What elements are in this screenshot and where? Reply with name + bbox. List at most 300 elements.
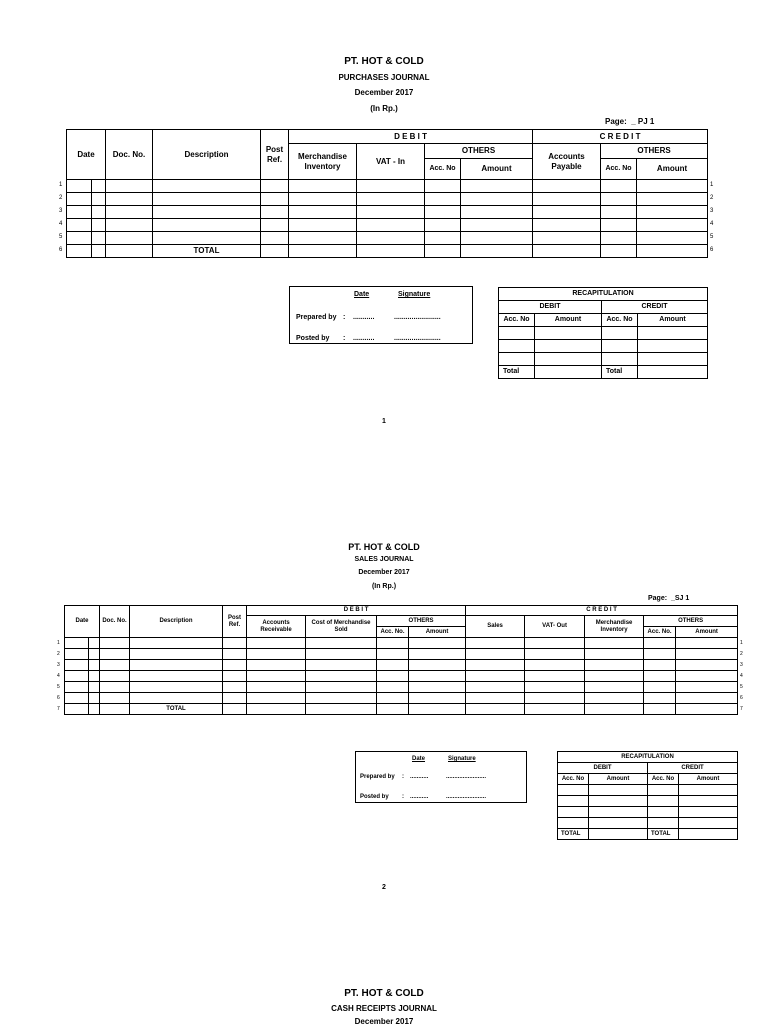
table-cell bbox=[601, 232, 637, 245]
table-cell bbox=[533, 206, 601, 219]
table-cell bbox=[67, 180, 92, 193]
table-cell bbox=[409, 649, 466, 660]
table-cell bbox=[676, 638, 738, 649]
table-cell bbox=[153, 193, 261, 206]
recap-cell bbox=[679, 818, 738, 829]
recapitulation-table bbox=[498, 287, 708, 379]
signoff-box bbox=[355, 751, 527, 803]
table-row bbox=[65, 693, 738, 704]
table-cell bbox=[637, 219, 708, 232]
table-cell bbox=[100, 638, 130, 649]
table-cell bbox=[67, 232, 92, 245]
table-cell bbox=[676, 704, 738, 715]
table-cell bbox=[425, 245, 461, 258]
col-cost-of-merchandise-sold: Cost of Merchandise Sold bbox=[306, 616, 377, 638]
credit-others-header: OTHERS bbox=[601, 144, 708, 159]
table-cell bbox=[466, 693, 525, 704]
table-cell bbox=[247, 682, 306, 693]
table-cell bbox=[92, 193, 106, 206]
table-cell bbox=[289, 180, 357, 193]
table-cell bbox=[306, 660, 377, 671]
col-vat-in: VAT - In bbox=[357, 144, 425, 180]
table-cell bbox=[92, 232, 106, 245]
table-row bbox=[65, 638, 738, 649]
table-cell bbox=[644, 649, 676, 660]
recap-credit-amount: Amount bbox=[679, 774, 738, 785]
table-cell bbox=[223, 682, 247, 693]
recap-credit-header: CREDIT bbox=[602, 301, 708, 314]
recapitulation-table bbox=[557, 751, 738, 840]
table-cell bbox=[409, 671, 466, 682]
table-cell bbox=[585, 649, 644, 660]
posted-by-colon: : bbox=[402, 794, 404, 800]
credit-others-header: OTHERS bbox=[644, 616, 738, 627]
table-cell bbox=[130, 649, 223, 660]
table-cell bbox=[67, 206, 92, 219]
col-credit-amount: Amount bbox=[676, 627, 738, 638]
journal-period: December 2017 bbox=[358, 569, 410, 576]
recap-cell bbox=[535, 366, 602, 379]
table-cell bbox=[585, 660, 644, 671]
table-cell bbox=[466, 704, 525, 715]
recap-cell bbox=[648, 818, 679, 829]
table-cell bbox=[533, 219, 601, 232]
table-cell bbox=[637, 206, 708, 219]
table-cell bbox=[461, 206, 533, 219]
table-cell bbox=[525, 638, 585, 649]
table-cell bbox=[247, 704, 306, 715]
row-number-left: 1 bbox=[57, 640, 60, 646]
table-cell bbox=[601, 206, 637, 219]
table-cell bbox=[409, 638, 466, 649]
table-cell bbox=[130, 693, 223, 704]
table-cell bbox=[644, 693, 676, 704]
table-cell bbox=[461, 180, 533, 193]
col-description: Description bbox=[153, 130, 261, 180]
recap-cell bbox=[558, 785, 589, 796]
row-number-right: 2 bbox=[740, 651, 743, 657]
table-cell bbox=[65, 649, 89, 660]
table-cell bbox=[261, 193, 289, 206]
table-cell bbox=[130, 671, 223, 682]
recap-debit-total: Total bbox=[499, 366, 535, 379]
row-number-left: 1 bbox=[59, 182, 63, 188]
row-number-left: 5 bbox=[57, 684, 60, 690]
journal-title: PURCHASES JOURNAL bbox=[338, 73, 430, 82]
col-merchandise-inventory: Merchandise Inventory bbox=[585, 616, 644, 638]
recap-credit-acc-no: Acc. No bbox=[648, 774, 679, 785]
table-row bbox=[65, 649, 738, 660]
table-cell bbox=[65, 682, 89, 693]
recap-cell bbox=[602, 353, 638, 366]
table-cell bbox=[65, 660, 89, 671]
table-cell bbox=[425, 232, 461, 245]
table-cell bbox=[67, 219, 92, 232]
recap-debit-acc-no: Acc. No bbox=[499, 314, 535, 327]
table-row bbox=[65, 671, 738, 682]
table-row bbox=[67, 193, 708, 206]
row-number-right: 7 bbox=[740, 706, 743, 712]
row-number-right: 3 bbox=[740, 662, 743, 668]
table-cell bbox=[247, 693, 306, 704]
table-cell bbox=[65, 693, 89, 704]
table-cell bbox=[306, 649, 377, 660]
recap-cell bbox=[589, 785, 648, 796]
table-cell bbox=[223, 704, 247, 715]
table-cell bbox=[377, 704, 409, 715]
journal-period: December 2017 bbox=[354, 1017, 414, 1026]
table-cell bbox=[106, 193, 153, 206]
col-debit-amount: Amount bbox=[461, 159, 533, 180]
page-label: Page: bbox=[605, 117, 627, 126]
col-date: Date bbox=[67, 130, 106, 180]
recap-cell bbox=[679, 796, 738, 807]
debit-others-header: OTHERS bbox=[425, 144, 533, 159]
signoff-signature-label: Signature bbox=[398, 291, 431, 298]
posted-by-colon: : bbox=[343, 335, 346, 342]
recap-cell bbox=[499, 353, 535, 366]
table-cell bbox=[153, 219, 261, 232]
table-cell bbox=[533, 180, 601, 193]
table-cell bbox=[525, 704, 585, 715]
recap-cell bbox=[589, 807, 648, 818]
page-reference bbox=[605, 117, 654, 126]
prepared-by-colon: : bbox=[343, 314, 346, 321]
row-number-right: 5 bbox=[740, 684, 743, 690]
table-cell bbox=[357, 232, 425, 245]
prepared-by-signature-line: ........................ bbox=[446, 774, 487, 780]
recap-cell bbox=[648, 785, 679, 796]
row-number-left: 4 bbox=[59, 221, 63, 227]
signoff-date-label: Date bbox=[354, 291, 370, 298]
table-cell bbox=[89, 693, 100, 704]
prepared-by-date-line: ........... bbox=[410, 774, 429, 780]
table-cell bbox=[466, 682, 525, 693]
credit-header: C R E D I T bbox=[466, 606, 738, 616]
recap-title: RECAPITULATION bbox=[558, 752, 738, 763]
table-cell bbox=[89, 638, 100, 649]
table-cell bbox=[461, 193, 533, 206]
table-cell bbox=[65, 671, 89, 682]
table-cell bbox=[533, 245, 601, 258]
table-cell bbox=[100, 671, 130, 682]
table-cell bbox=[289, 219, 357, 232]
recap-cell bbox=[679, 785, 738, 796]
posted-by-label: Posted by bbox=[296, 335, 330, 342]
recap-cell bbox=[589, 818, 648, 829]
prepared-by-label: Prepared by bbox=[360, 774, 395, 780]
table-row bbox=[65, 660, 738, 671]
recap-cell bbox=[535, 340, 602, 353]
table-cell bbox=[637, 245, 708, 258]
table-cell bbox=[377, 649, 409, 660]
table-cell bbox=[261, 219, 289, 232]
table-cell bbox=[130, 660, 223, 671]
recap-credit-header: CREDIT bbox=[648, 763, 738, 774]
table-cell bbox=[644, 671, 676, 682]
table-cell bbox=[92, 245, 106, 258]
company-name: PT. HOT & COLD bbox=[348, 542, 420, 552]
debit-header: D E B I T bbox=[247, 606, 466, 616]
recap-cell bbox=[602, 327, 638, 340]
table-cell bbox=[644, 682, 676, 693]
page-code: _ PJ 1 bbox=[631, 117, 655, 126]
table-cell bbox=[637, 232, 708, 245]
row-number-left: 4 bbox=[57, 673, 60, 679]
prepared-by-colon: : bbox=[402, 774, 404, 780]
signoff-signature-label: Signature bbox=[448, 756, 476, 762]
table-cell bbox=[585, 638, 644, 649]
table-cell bbox=[92, 206, 106, 219]
table-cell bbox=[377, 693, 409, 704]
table-cell bbox=[153, 232, 261, 245]
recap-debit-header: DEBIT bbox=[558, 763, 648, 774]
table-cell bbox=[100, 693, 130, 704]
table-row bbox=[67, 206, 708, 219]
table-cell bbox=[525, 682, 585, 693]
row-number-right: 3 bbox=[710, 208, 714, 214]
page-code: _SJ 1 bbox=[670, 595, 690, 602]
recap-debit-acc-no: Acc. No bbox=[558, 774, 589, 785]
table-cell bbox=[130, 638, 223, 649]
posted-by-signature-line: ........................ bbox=[446, 794, 487, 800]
row-number-left: 7 bbox=[57, 706, 60, 712]
col-credit-acc-no: Acc. No bbox=[601, 159, 637, 180]
table-cell bbox=[261, 206, 289, 219]
table-cell bbox=[357, 206, 425, 219]
table-cell bbox=[466, 671, 525, 682]
page-reference bbox=[648, 595, 689, 602]
row-number-left: 3 bbox=[59, 208, 63, 214]
table-cell bbox=[130, 682, 223, 693]
table-cell bbox=[67, 245, 92, 258]
journal-currency: (In Rp.) bbox=[370, 104, 398, 113]
col-credit-amount: Amount bbox=[637, 159, 708, 180]
table-cell bbox=[106, 206, 153, 219]
total-label: TOTAL bbox=[130, 704, 223, 715]
journal-title: SALES JOURNAL bbox=[354, 556, 414, 563]
table-cell bbox=[585, 671, 644, 682]
table-cell bbox=[261, 232, 289, 245]
table-cell bbox=[533, 232, 601, 245]
recap-cell bbox=[589, 829, 648, 840]
table-cell bbox=[106, 219, 153, 232]
table-cell bbox=[100, 649, 130, 660]
recap-cell bbox=[558, 796, 589, 807]
table-cell bbox=[644, 660, 676, 671]
table-cell bbox=[223, 649, 247, 660]
purchases-journal-table bbox=[66, 129, 708, 258]
table-cell bbox=[100, 682, 130, 693]
table-row bbox=[67, 232, 708, 245]
table-cell bbox=[601, 193, 637, 206]
table-cell bbox=[585, 693, 644, 704]
table-cell bbox=[289, 232, 357, 245]
col-merchandise-inventory: Merchandise Inventory bbox=[289, 144, 357, 180]
row-number-left: 6 bbox=[57, 695, 60, 701]
table-cell bbox=[106, 245, 153, 258]
table-cell bbox=[466, 660, 525, 671]
table-cell bbox=[67, 193, 92, 206]
table-cell bbox=[106, 180, 153, 193]
recap-debit-amount: Amount bbox=[535, 314, 602, 327]
table-cell bbox=[461, 245, 533, 258]
company-name: PT. HOT & COLD bbox=[344, 988, 424, 999]
signoff-date-label: Date bbox=[412, 756, 426, 762]
table-cell bbox=[409, 693, 466, 704]
table-cell bbox=[306, 671, 377, 682]
row-number-left: 2 bbox=[57, 651, 60, 657]
recap-cell bbox=[535, 353, 602, 366]
table-cell bbox=[533, 193, 601, 206]
table-cell bbox=[676, 682, 738, 693]
table-cell bbox=[289, 206, 357, 219]
table-cell bbox=[153, 180, 261, 193]
table-cell bbox=[153, 206, 261, 219]
table-cell bbox=[425, 206, 461, 219]
recap-debit-total: TOTAL bbox=[558, 829, 589, 840]
table-cell bbox=[89, 682, 100, 693]
recap-cell bbox=[638, 353, 708, 366]
row-number-right: 4 bbox=[740, 673, 743, 679]
posted-by-date-line: ........... bbox=[410, 794, 429, 800]
journal-title: CASH RECEIPTS JOURNAL bbox=[331, 1004, 437, 1013]
table-row bbox=[67, 219, 708, 232]
table-cell bbox=[466, 649, 525, 660]
recap-cell bbox=[679, 807, 738, 818]
table-cell bbox=[425, 180, 461, 193]
table-cell bbox=[525, 671, 585, 682]
recap-cell bbox=[648, 796, 679, 807]
row-number-left: 6 bbox=[59, 247, 63, 253]
total-label: TOTAL bbox=[153, 245, 261, 258]
col-sales: Sales bbox=[466, 616, 525, 638]
row-number-right: 2 bbox=[710, 195, 714, 201]
signoff-box bbox=[289, 286, 473, 344]
debit-others-header: OTHERS bbox=[377, 616, 466, 627]
col-date: Date bbox=[65, 606, 100, 638]
table-cell bbox=[247, 638, 306, 649]
recap-debit-header: DEBIT bbox=[499, 301, 602, 314]
table-cell bbox=[601, 219, 637, 232]
page-number: 2 bbox=[382, 884, 386, 891]
table-cell bbox=[89, 704, 100, 715]
table-cell bbox=[223, 660, 247, 671]
recap-cell bbox=[602, 340, 638, 353]
table-row bbox=[65, 682, 738, 693]
recap-cell bbox=[558, 807, 589, 818]
page-number: 1 bbox=[382, 418, 386, 425]
recap-debit-amount: Amount bbox=[589, 774, 648, 785]
table-cell bbox=[65, 638, 89, 649]
table-cell bbox=[65, 704, 89, 715]
posted-by-date-line: ........... bbox=[353, 335, 375, 342]
recap-credit-total: TOTAL bbox=[648, 829, 679, 840]
row-number-right: 1 bbox=[740, 640, 743, 646]
prepared-by-date-line: ........... bbox=[353, 314, 375, 321]
table-cell bbox=[261, 180, 289, 193]
table-cell bbox=[306, 704, 377, 715]
table-cell bbox=[89, 671, 100, 682]
row-number-right: 6 bbox=[710, 247, 714, 253]
col-doc-no: Doc. No. bbox=[100, 606, 130, 638]
table-cell bbox=[409, 660, 466, 671]
table-cell bbox=[377, 638, 409, 649]
recap-cell bbox=[638, 327, 708, 340]
table-cell bbox=[289, 193, 357, 206]
prepared-by-label: Prepared by bbox=[296, 314, 337, 321]
table-cell bbox=[89, 649, 100, 660]
table-cell bbox=[644, 638, 676, 649]
recap-cell bbox=[638, 366, 708, 379]
table-cell bbox=[223, 671, 247, 682]
col-post-ref: Post Ref. bbox=[261, 130, 289, 180]
col-doc-no: Doc. No. bbox=[106, 130, 153, 180]
col-debit-acc-no: Acc. No. bbox=[377, 627, 409, 638]
table-cell bbox=[357, 245, 425, 258]
recap-cell bbox=[535, 327, 602, 340]
table-row bbox=[67, 180, 708, 193]
table-cell bbox=[637, 180, 708, 193]
col-debit-acc-no: Acc. No bbox=[425, 159, 461, 180]
company-name: PT. HOT & COLD bbox=[344, 56, 424, 67]
col-accounts-payable: Accounts Payable bbox=[533, 144, 601, 180]
posted-by-label: Posted by bbox=[360, 794, 389, 800]
recap-cell bbox=[499, 327, 535, 340]
table-cell bbox=[247, 671, 306, 682]
table-cell bbox=[525, 693, 585, 704]
recap-cell bbox=[558, 818, 589, 829]
sales-journal-table bbox=[64, 605, 738, 715]
row-number-right: 1 bbox=[710, 182, 714, 188]
recap-cell bbox=[638, 340, 708, 353]
recap-title: RECAPITULATION bbox=[499, 288, 708, 301]
table-cell bbox=[223, 693, 247, 704]
table-cell bbox=[247, 660, 306, 671]
recap-credit-acc-no: Acc. No bbox=[602, 314, 638, 327]
col-accounts-receivable: Accounts Receivable bbox=[247, 616, 306, 638]
table-cell bbox=[425, 193, 461, 206]
table-cell bbox=[676, 671, 738, 682]
recap-cell bbox=[589, 796, 648, 807]
posted-by-signature-line: ........................ bbox=[394, 335, 441, 342]
table-cell bbox=[306, 638, 377, 649]
table-cell bbox=[100, 704, 130, 715]
journal-currency: (In Rp.) bbox=[371, 583, 397, 590]
table-cell bbox=[461, 219, 533, 232]
table-cell bbox=[644, 704, 676, 715]
table-cell bbox=[461, 232, 533, 245]
table-cell bbox=[525, 649, 585, 660]
page-label: Page: bbox=[648, 595, 668, 602]
col-description: Description bbox=[130, 606, 223, 638]
row-number-left: 2 bbox=[59, 195, 63, 201]
journal-period: December 2017 bbox=[354, 88, 414, 97]
row-number-right: 4 bbox=[710, 221, 714, 227]
table-cell bbox=[377, 660, 409, 671]
table-row bbox=[65, 704, 738, 715]
table-cell bbox=[89, 660, 100, 671]
recap-credit-amount: Amount bbox=[638, 314, 708, 327]
recap-cell bbox=[499, 340, 535, 353]
table-cell bbox=[357, 219, 425, 232]
table-row bbox=[67, 245, 708, 258]
recap-credit-total: Total bbox=[602, 366, 638, 379]
recap-cell bbox=[648, 807, 679, 818]
table-cell bbox=[306, 693, 377, 704]
table-cell bbox=[377, 671, 409, 682]
table-cell bbox=[601, 180, 637, 193]
